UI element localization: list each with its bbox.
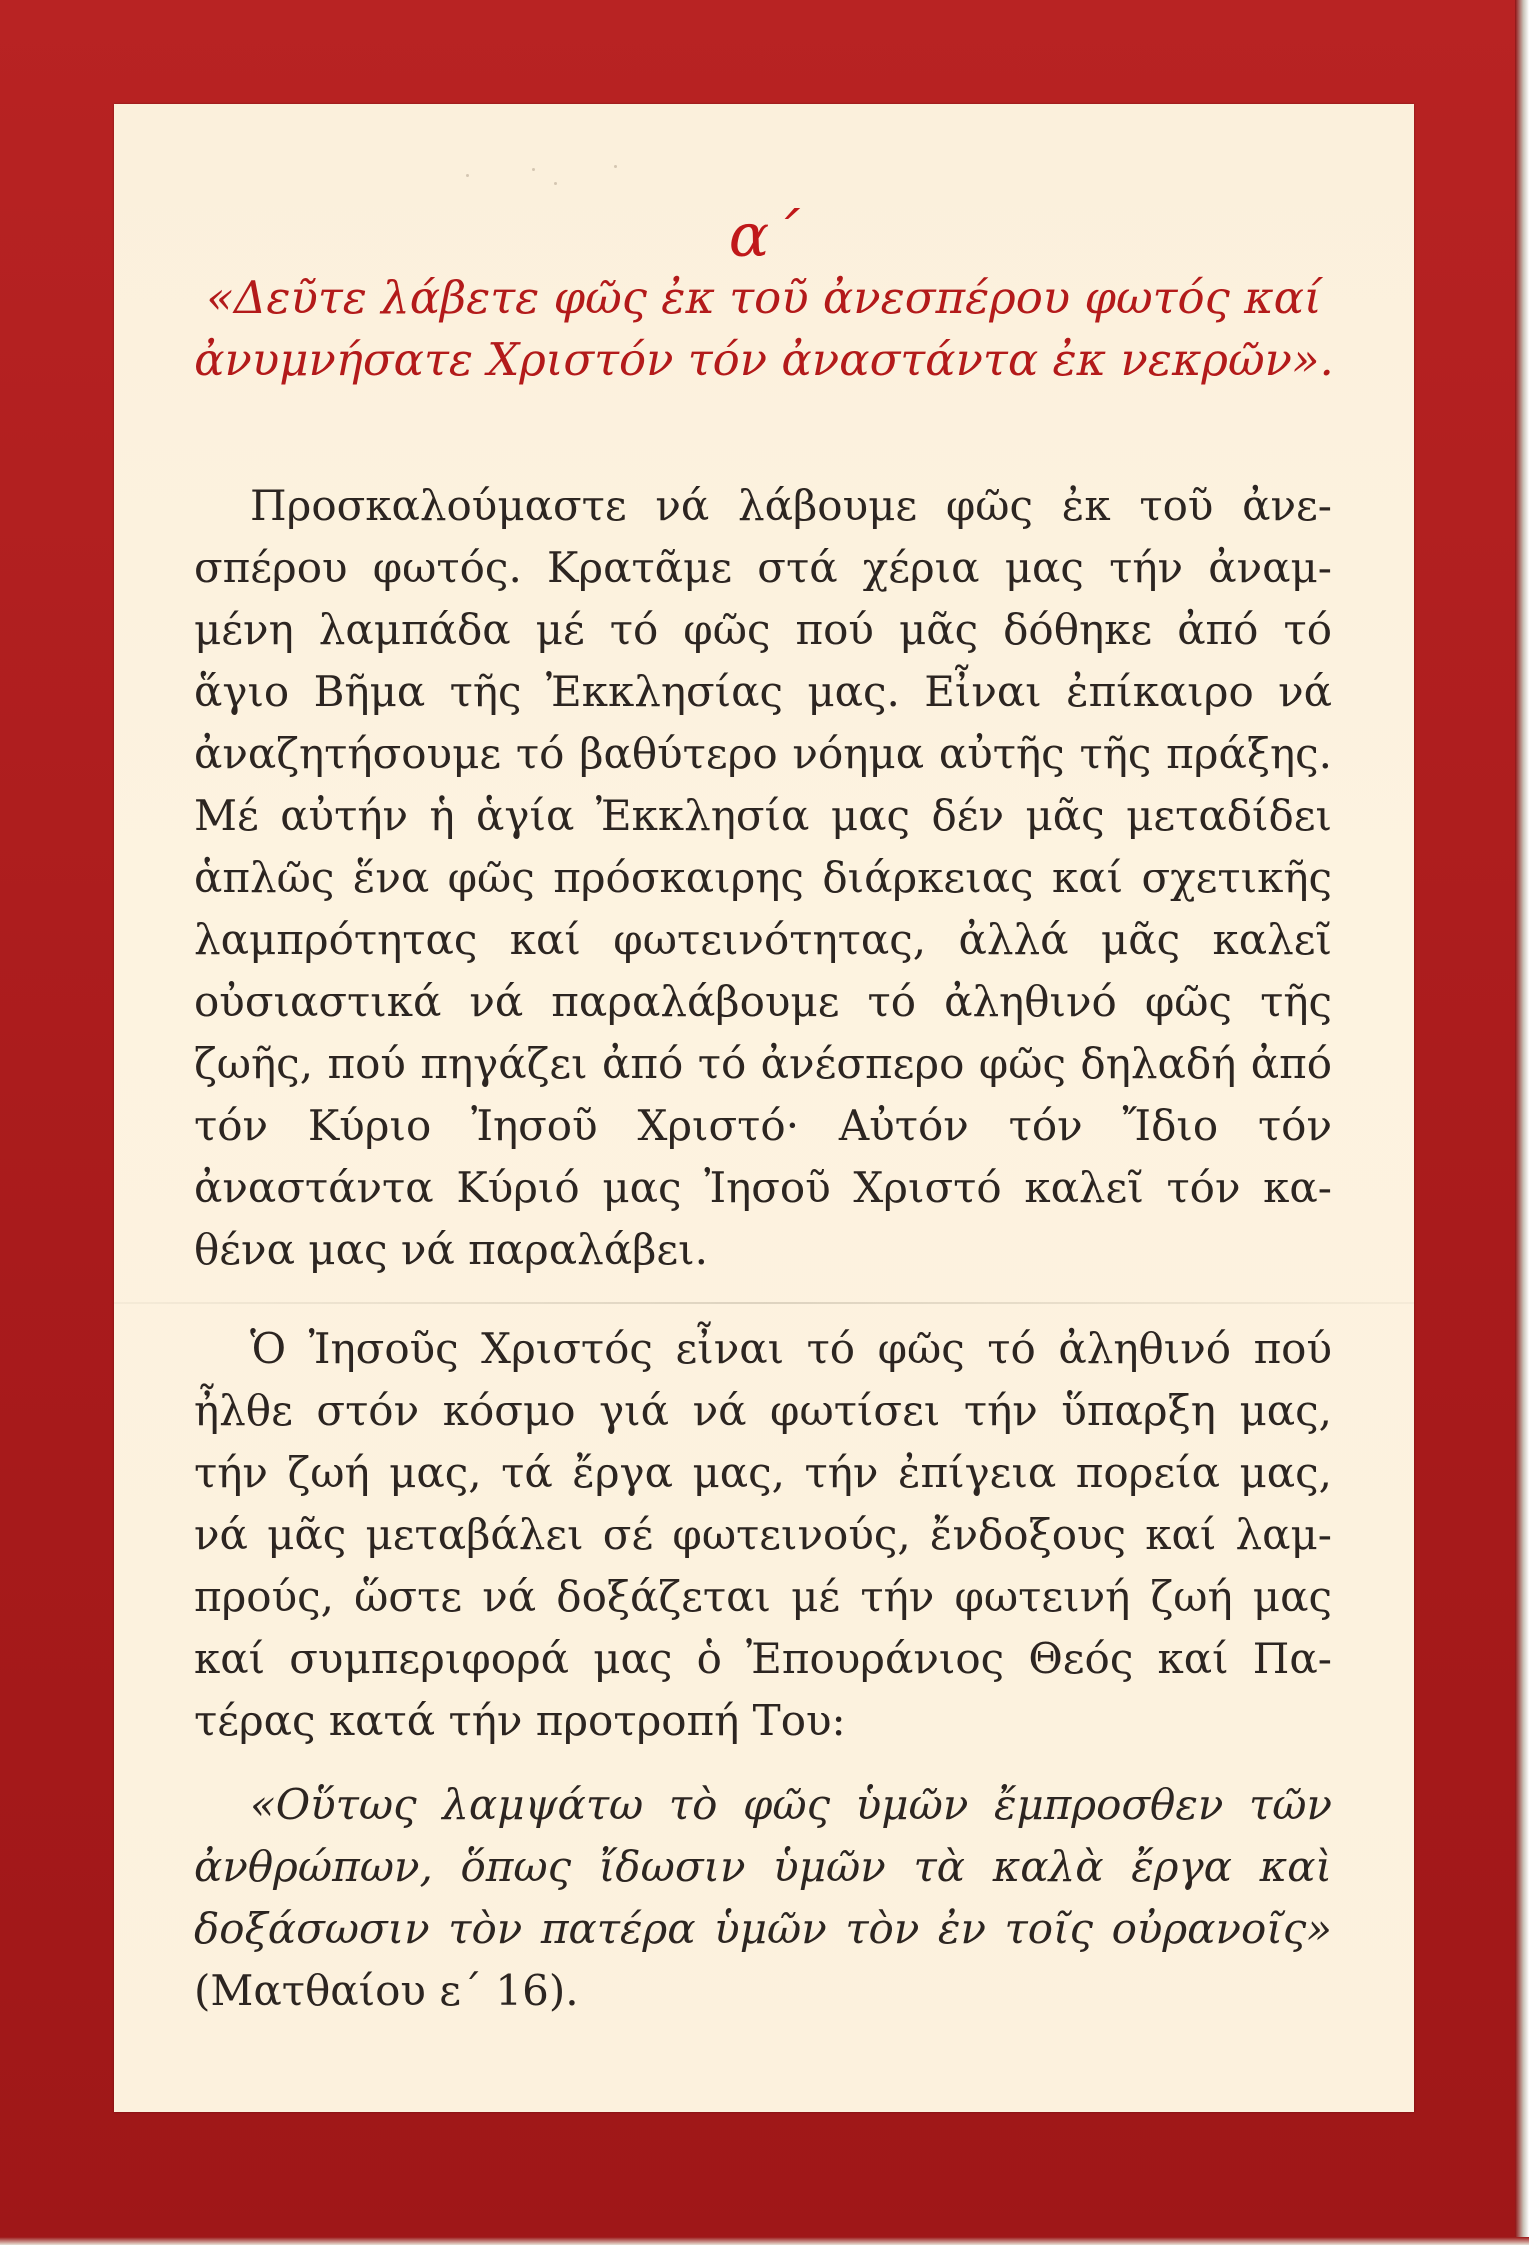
paper-insert: [114, 104, 1414, 2112]
chapter-marker: α΄: [728, 201, 800, 271]
quote-reference: (Ματθαίου ε΄ 16).: [194, 1966, 579, 2015]
paragraph-invitation: Προσκαλούμαστε νά λάβουμε φῶς ἐκ τοῦ ἀνεσπέρου φωτός. Κρατᾶμε στά χέρια μας τήν ἀναμμένη λαμπάδα μέ τό φῶς πού μᾶς δόθηκε ἀπό τό ἅγιο Βῆμα τῆς Ἐκκλησίας μας. Εἶναι ἐπίκαιρο νά ἀναζητήσουμε τό βαθύτερο νόημα αὐτῆς τῆς πράξης. Μέ αὐτήν ἡ ἁγία Ἐκκλησία μας δέν μᾶς μεταδίδει ἁπλῶς ἕνα φῶς πρόσκαιρης διάρκειας καί σχετικῆς λαμπρότητας καί φωτεινότητας, ἀλλά μᾶς καλεῖ οὐσιαστικά νά παραλάβουμε τό ἀληθινό φῶς τῆς ζωῆς, πού πηγάζει ἀπό τό ἀνέσπερο φῶς δηλαδή ἀπό τόν Κύριο Ἰησοῦ Χριστό· Αὐτόν τόν Ἴδιο τόν ἀναστάντα Κύριό μας Ἰησοῦ Χριστό καλεῖ τόν καθένα μας νά παραλάβει.: [194, 481, 1332, 1274]
paper-speck: [554, 182, 557, 185]
paper-speck: [614, 165, 617, 168]
page-bottom-edge: [0, 2237, 1529, 2245]
paper-speck: [532, 168, 535, 171]
scripture-quote: [194, 1774, 1332, 2022]
paper-speck: [466, 174, 469, 177]
paragraph-christ-light: Ὁ Ἰησοῦς Χριστός εἶναι τό φῶς τό ἀληθινό πού ἦλθε στόν κόσμο γιά νά φωτίσει τήν ὕπαρξη μας, τήν ζωή μας, τά ἔργα μας, τήν ἐπίγεια πορεία μας, νά μᾶς μεταβάλει σέ φωτεινούς, ἔνδοξους καί λαμπρούς, ὥστε νά δοξάζεται μέ τήν φωτεινή ζωή μας καί συμπεριφορά μας ὁ Ἐπουράνιος Θεός καί Πατέρας κατά τήν προτροπή Του:: [194, 1324, 1332, 1745]
quote-text: «Οὕτως λαμψάτω τὸ φῶς ὑμῶν ἔμπροσθεν τῶν ἀνθρώπων, ὅπως ἴδωσιν ὑμῶν τὰ καλὰ ἔργα καὶ δοξάσωσιν τὸν πατέρα ὑμῶν τὸν ἐν τοῖς οὐρανοῖς»: [194, 1780, 1332, 1953]
hymn-verse: «Δεῦτε λάβετε φῶς ἐκ τοῦ ἀνεσπέρου φωτός καί ἀνυμνήσατε Χριστόν τόν ἀναστάντα ἐκ νεκρῶν».: [194, 271, 1334, 386]
paper-fold-line: [114, 1302, 1414, 1304]
page-right-edge: [1515, 0, 1529, 2245]
